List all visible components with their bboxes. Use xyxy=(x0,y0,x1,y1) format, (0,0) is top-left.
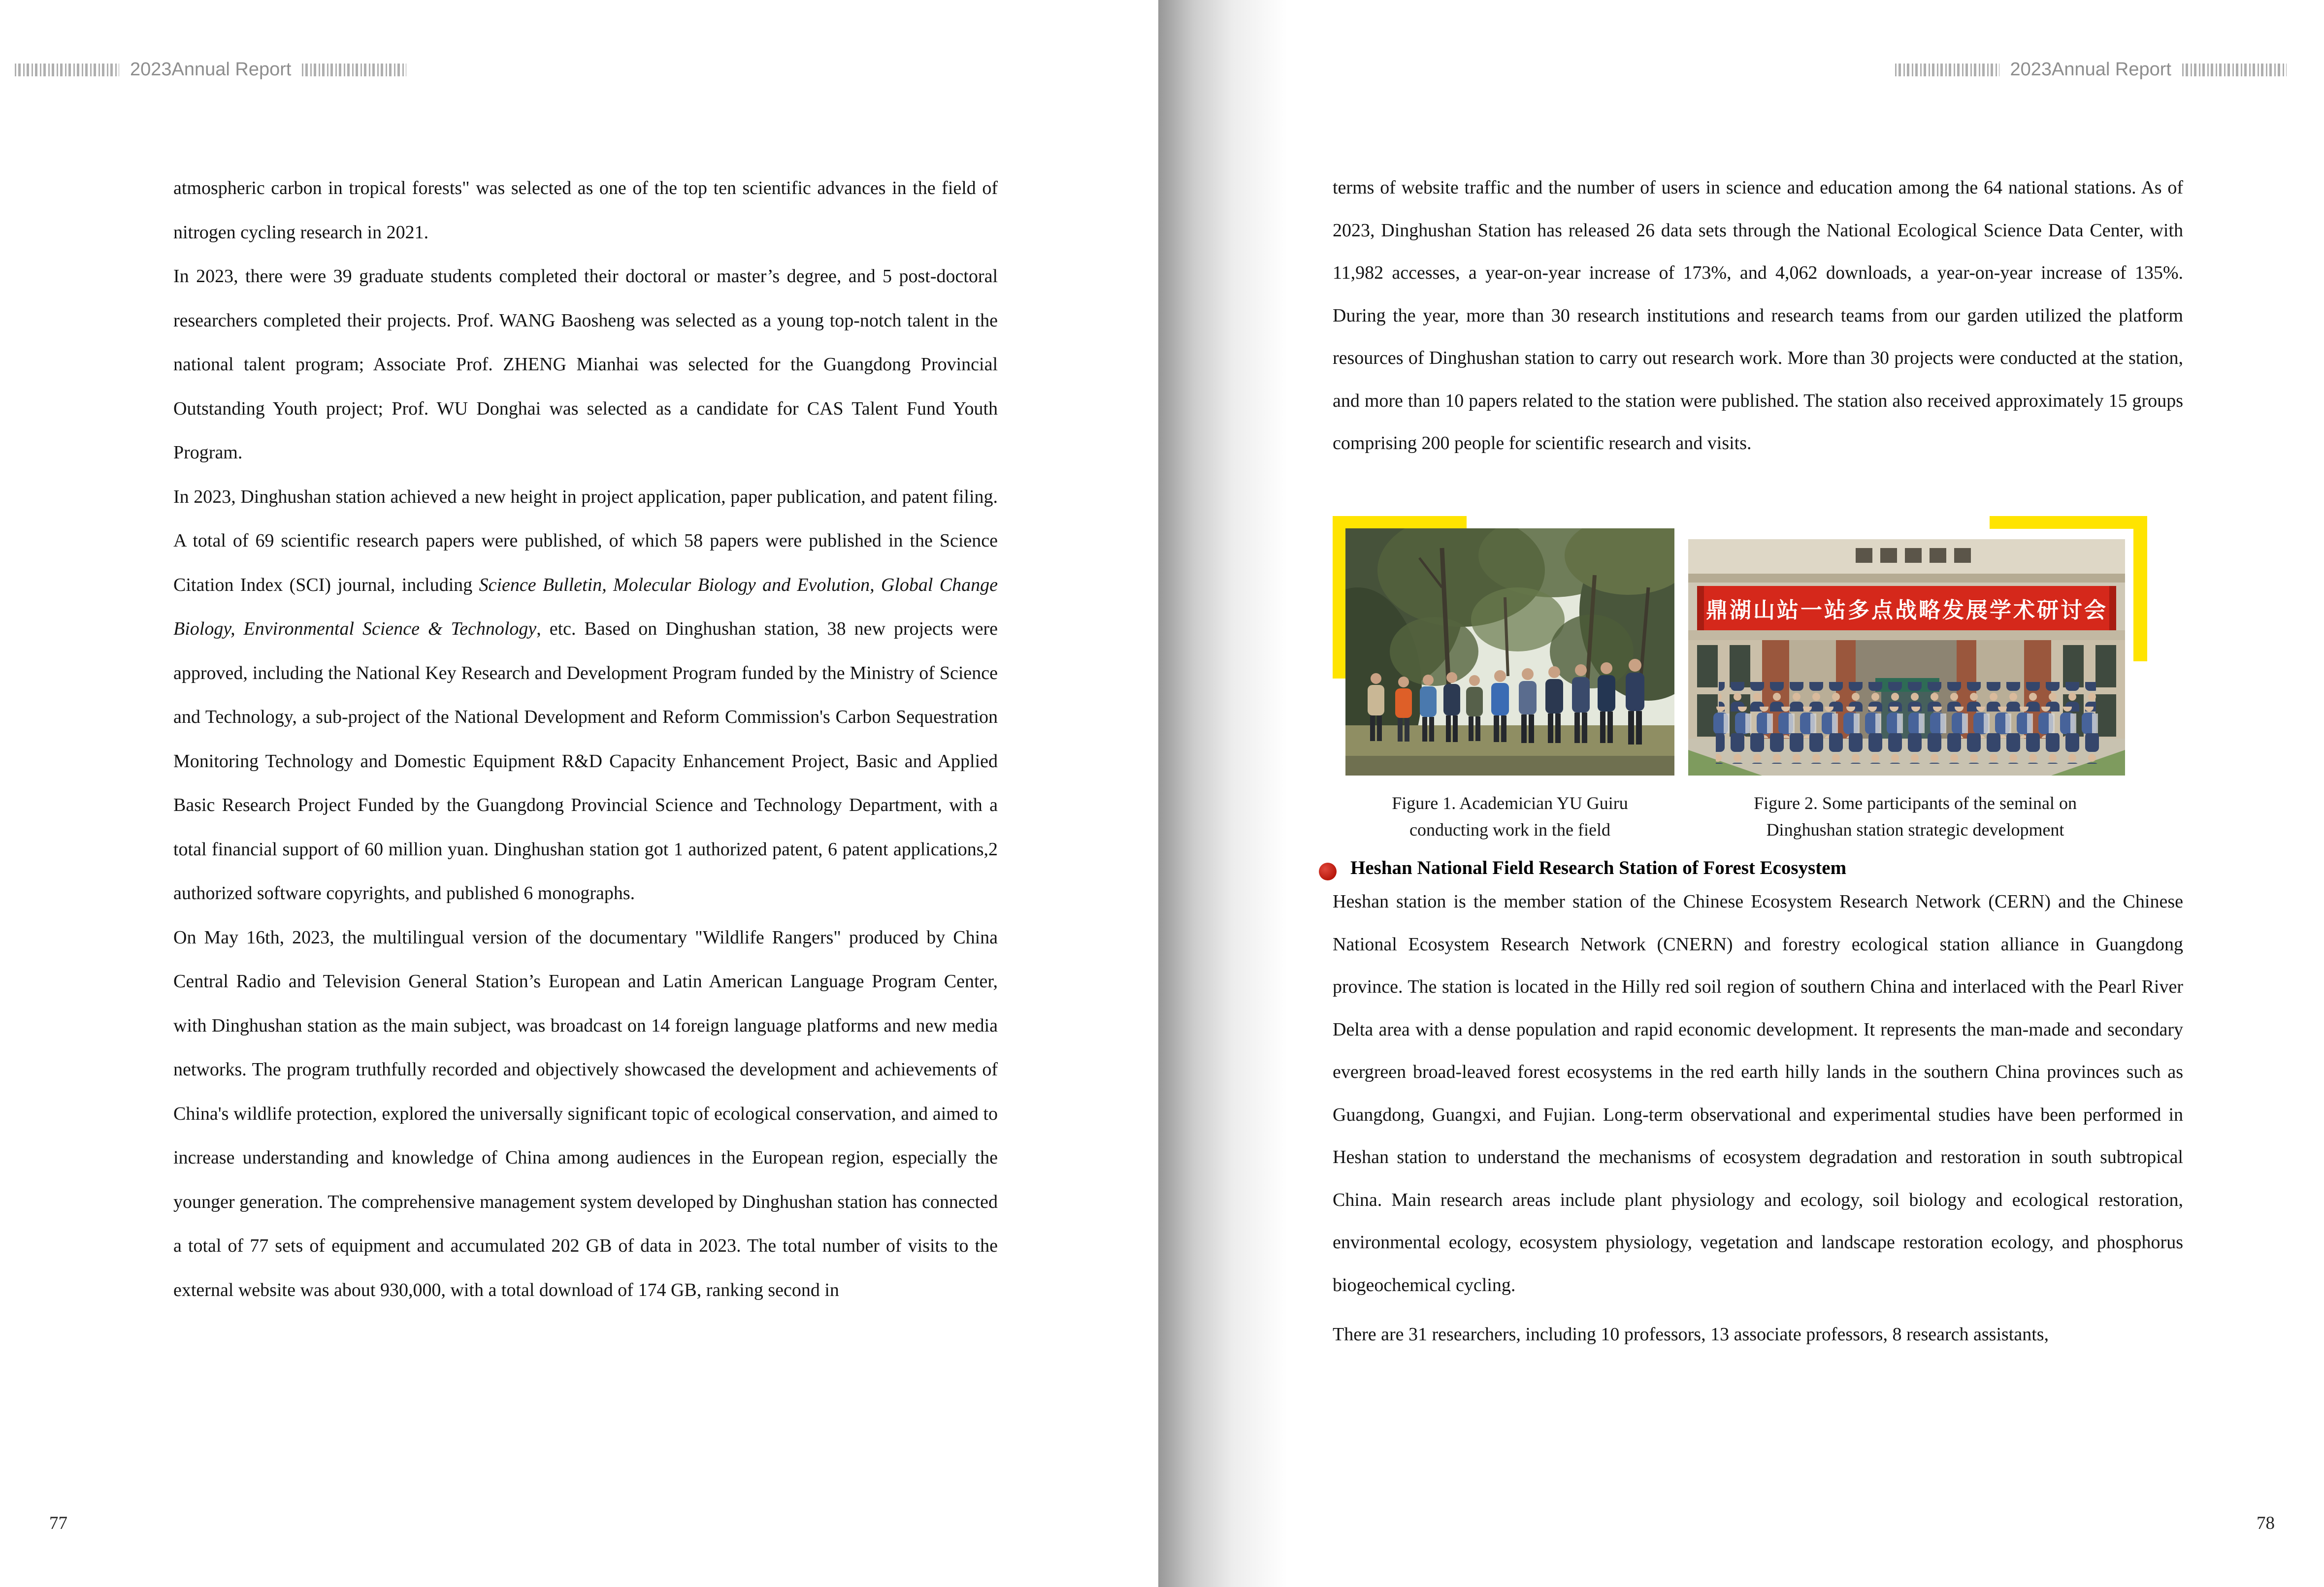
header-title: 2023Annual Report xyxy=(2010,59,2171,80)
header-left xyxy=(15,59,406,80)
seminar-banner-text: 鼎湖山站一站多点战略发展学术研讨会 xyxy=(1706,598,2108,623)
section-bullet-icon xyxy=(1319,863,1337,880)
paragraph: In 2023, there were 39 graduate students completed their doctoral or master’s degree, and 5 post-doctoral researchers completed their projects. Prof. WANG Baosheng was selected as a young top-notch talent in the national talent program; Associate Prof. ZHENG Mianhai was selected for the Guangdong Provincial Outstanding Youth project; Prof. WU Donghai was selected as a candidate for CAS Talent Fund Youth Program. xyxy=(173,266,998,463)
caption-line: Dinghushan station strategic development xyxy=(1766,820,2064,840)
paragraph: On May 16th, 2023, the multilingual version of the documentary "Wildlife Rangers" produced by China Central Radio and Television General Station’s European and Latin American Language Program Center, with Dinghushan station as the main subject, was broadcast on 14 foreign language platforms and new media networks. The program truthfully recorded and objectively showcased the development and achievements of China's wildlife protection, explored the universally significant topic of ecological conservation, and aimed to increase understanding and knowledge of China among audiences in the European region, especially the younger generation. The comprehensive management system developed by Dinghushan station has connected a total of 77 sets of equipment and accumulated 202 GB of data in 2023. The total number of visits to the external website was about 930,000, with a total download of 174 GB, ranking second in xyxy=(173,927,998,1300)
paragraph: There are 31 researchers, including 10 professors, 13 associate professors, 8 research assistants, xyxy=(1333,1324,2049,1345)
figure1-field-photo xyxy=(1345,528,1674,776)
caption-line: Figure 2. Some participants of the seminal on xyxy=(1754,793,2077,813)
left-page-body xyxy=(173,166,998,1312)
paragraph: atmospheric carbon in tropical forests" was selected as one of the top ten scientific advances in the field of nitrogen cycling research in 2021. xyxy=(173,178,998,243)
header-title: 2023Annual Report xyxy=(130,59,292,80)
header-right xyxy=(1895,59,2287,80)
barcode-decoration-icon xyxy=(2182,64,2287,76)
caption-line: conducting work in the field xyxy=(1409,820,1610,840)
page-number-left: 77 xyxy=(49,1513,67,1533)
paragraph: terms of website traffic and the number of users in science and education among the 64 national stations. As of 2023, Dinghushan Station has released 26 data sets through the National Ecological Science Data Center, with 11,982 accesses, a year-on-year increase of 173%, and 4,062 downloads, a year-on-year increase of 135%. During the year, more than 30 research institutions and research teams from our garden utilized the platform resources of Dinghushan station to carry out research work. More than 30 projects were conducted at the station, and more than 10 papers related to the station were published. The station also received approximately 15 groups comprising 200 people for scientific research and visits. xyxy=(1333,177,2183,453)
right-page-body-bottom xyxy=(1333,880,2183,1356)
caption-line: Figure 1. Academician YU Guiru xyxy=(1392,793,1628,813)
paragraph: Heshan station is the member station of the Chinese Ecosystem Research Network (CERN) and the Chinese National Ecosystem Research Network (CNERN) and forestry ecological station alliance in Guangdong province. The station is located in the Hilly red soil region of southern China and interlaced with the Pearl River Delta area with a dense population and rapid economic development. It represents the man-made and secondary evergreen broad-leaved forest ecosystems in the red earth hilly lands in the southern China provinces such as Guangdong, Guangxi, and Fujian. Long-term observational and experimental studies have been performed in Heshan station to understand the mechanisms of ecosystem degradation and restoration in south subtropical China. Main research areas include plant physiology and ecology, soil biology and ecological restoration, environmental ecology, ecosystem physiology, vegetation and landscape restoration ecology, and phosphorus biogeochemical cycling. xyxy=(1333,891,2183,1296)
section-heading: Heshan National Field Research Station of Forest Ecosystem xyxy=(1350,857,1847,878)
barcode-decoration-icon xyxy=(302,64,406,76)
journal-names-italic: Science Bulletin, Molecular Biology and Evolution, Global Change Biology, Environmental Science & Technology xyxy=(173,574,998,639)
barcode-decoration-icon xyxy=(15,64,119,76)
figure1-caption xyxy=(1338,790,1682,843)
paragraph-text: , etc. Based on Dinghushan station, 38 new projects were approved, including the National Key Research and Development Program funded by the Ministry of Science and Technology, a sub-project of the National Development and Reform Commission's Carbon Sequestration Monitoring Technology and Domestic Equipment R&D Capacity Enhancement Project, Basic and Applied Basic Research Project Funded by the Guangdong Provincial Science and Technology Department, with a total financial support of 60 million yuan. Dinghushan station got 1 authorized patent, 6 patent applications,2 authorized software copyrights, and published 6 monographs. xyxy=(173,618,998,904)
right-page-body-top xyxy=(1333,166,2183,465)
figure2-caption xyxy=(1699,790,2132,843)
field-photo-illustration xyxy=(1345,528,1674,776)
paragraph xyxy=(173,475,998,916)
paragraph-text: In 2023, Dinghushan station achieved a new height in project application, paper publication, and patent filing. A total of 69 scientific research papers were published, of which 58 papers were published in the Science Citation Index (SCI) journal, including xyxy=(173,486,998,595)
seminar-photo-illustration xyxy=(1688,539,2125,776)
book-gutter-shadow xyxy=(1158,0,1287,1587)
figure2-seminar-photo xyxy=(1688,539,2125,776)
barcode-decoration-icon xyxy=(1895,64,1999,76)
page-number-right: 78 xyxy=(2257,1513,2275,1533)
